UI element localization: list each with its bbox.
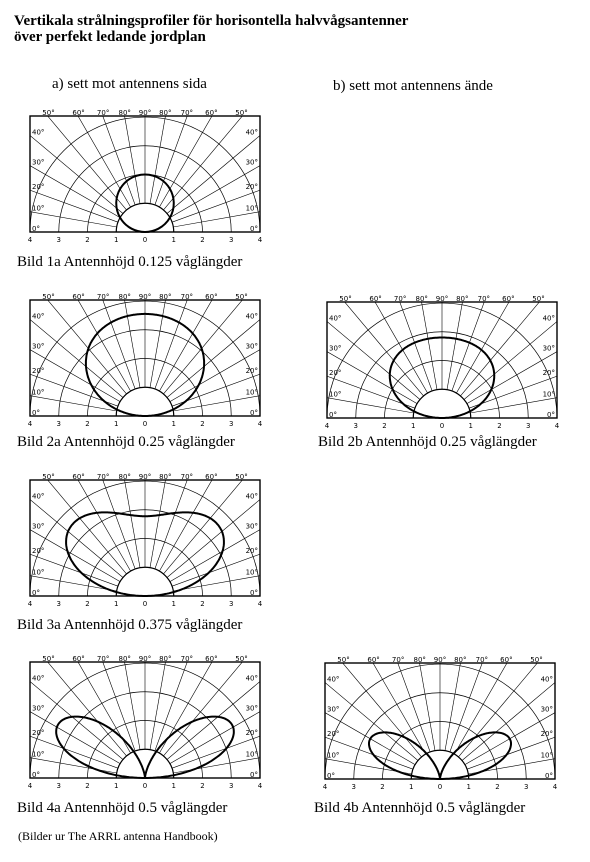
bottom-tick-label: 3 (229, 600, 234, 608)
bottom-tick-label: 1 (466, 783, 471, 791)
left-tick-label: 30° (32, 342, 45, 351)
right-tick-label: 0° (250, 225, 258, 233)
right-tick-label: 10° (245, 568, 258, 577)
top-tick-label: 70° (180, 655, 194, 663)
bottom-tick-label: 2 (200, 600, 205, 608)
top-tick-label: 50° (235, 655, 248, 663)
top-tick-label: 50° (42, 109, 55, 117)
bottom-tick-label: 4 (257, 782, 263, 790)
title-line-1: Vertikala strålningsprofiler för horisontella halvvågsantenner (14, 13, 409, 29)
bottom-tick-label: 3 (56, 236, 61, 244)
right-tick-label: 30° (245, 704, 258, 713)
left-tick-label: 10° (32, 568, 45, 577)
top-tick-label: 80° (118, 293, 131, 301)
clipped-grid (18, 654, 272, 778)
bottom-tick-label: 1 (171, 420, 176, 428)
top-tick-label: 90° (435, 295, 449, 303)
right-tick-label: 30° (245, 342, 258, 351)
grid-radial (445, 655, 500, 751)
top-tick-label: 70° (96, 473, 110, 481)
top-tick-label: 60° (72, 293, 85, 301)
top-tick-label: 80° (118, 655, 131, 663)
bottom-tick-label: 1 (409, 783, 414, 791)
grid-radial (85, 654, 140, 750)
right-tick-label: 0° (250, 589, 258, 597)
top-tick-label: 70° (391, 656, 405, 664)
top-tick-label: 50° (42, 473, 55, 481)
left-tick-label: 0° (329, 411, 337, 419)
right-tick-label: 40° (245, 492, 258, 501)
left-tick-label: 40° (32, 128, 45, 137)
bottom-tick-label: 1 (114, 782, 119, 790)
diagram-4b (313, 655, 567, 795)
source-note: (Bilder ur The ARRL antenna Handbook) (18, 829, 218, 843)
grid-radial (380, 655, 435, 751)
top-tick-label: 60° (72, 473, 85, 481)
caption-4a: Bild 4a Antennhöjd 0.5 våglängder (17, 800, 228, 816)
bottom-tick-label: 1 (114, 600, 119, 608)
diagram-2b (315, 294, 569, 434)
left-tick-label: 30° (327, 705, 340, 714)
bottom-tick-label: 1 (171, 236, 176, 244)
top-tick-label: 60° (72, 109, 85, 117)
left-tick-label: 20° (329, 369, 342, 378)
top-tick-label: 50° (42, 655, 55, 663)
right-tick-label: 0° (547, 411, 555, 419)
left-tick-label: 10° (329, 390, 342, 399)
bottom-tick-label: 1 (114, 236, 119, 244)
bottom-tick-label: 2 (382, 422, 387, 430)
clipped-grid (18, 108, 272, 232)
top-tick-label: 70° (96, 109, 110, 117)
right-tick-label: 40° (540, 675, 553, 684)
right-tick-label: 30° (245, 522, 258, 531)
grid-radial (150, 472, 205, 568)
top-tick-label: 50° (532, 295, 545, 303)
right-tick-label: 20° (245, 367, 258, 376)
left-tick-label: 0° (32, 225, 40, 233)
top-tick-label: 80° (454, 656, 467, 664)
left-tick-label: 20° (327, 730, 340, 739)
bottom-tick-label: 0 (142, 600, 148, 608)
title-line-2: över perfekt ledande jordplan (14, 29, 206, 45)
top-tick-label: 60° (72, 655, 85, 663)
bottom-tick-label: 4 (27, 782, 33, 790)
bottom-tick-label: 0 (439, 422, 445, 430)
left-tick-label: 30° (32, 704, 45, 713)
left-tick-label: 40° (32, 312, 45, 321)
grid-radial (85, 472, 140, 568)
bottom-tick-label: 3 (56, 782, 61, 790)
top-tick-label: 90° (138, 293, 152, 301)
caption-4b: Bild 4b Antennhöjd 0.5 våglängder (314, 800, 526, 816)
top-tick-label: 60° (205, 293, 218, 301)
left-tick-label: 30° (32, 522, 45, 531)
right-tick-label: 20° (542, 369, 555, 378)
diagram-3a (18, 472, 272, 612)
diagram-2a (18, 292, 272, 432)
right-tick-label: 10° (245, 204, 258, 213)
top-tick-label: 90° (138, 109, 152, 117)
bottom-tick-label: 2 (85, 236, 90, 244)
grid-radial (85, 108, 140, 204)
right-tick-label: 30° (540, 705, 553, 714)
left-tick-label: 0° (32, 409, 40, 417)
top-tick-label: 50° (337, 656, 350, 664)
right-tick-label: 0° (250, 409, 258, 417)
bottom-tick-label: 2 (380, 783, 385, 791)
bottom-tick-label: 4 (27, 600, 33, 608)
clipped-grid (315, 294, 569, 418)
top-tick-label: 70° (180, 109, 194, 117)
left-tick-label: 10° (32, 388, 45, 397)
top-tick-label: 60° (369, 295, 382, 303)
clipped-grid (18, 292, 272, 416)
bottom-tick-label: 3 (351, 783, 356, 791)
top-tick-label: 80° (456, 295, 469, 303)
diagram-4a (18, 654, 272, 794)
bottom-tick-label: 2 (497, 422, 502, 430)
top-tick-label: 50° (339, 295, 352, 303)
bottom-tick-label: 0 (142, 420, 148, 428)
caption-2a: Bild 2a Antennhöjd 0.25 våglängder (17, 434, 235, 450)
bottom-tick-label: 2 (495, 783, 500, 791)
right-tick-label: 40° (245, 674, 258, 683)
left-tick-label: 20° (32, 729, 45, 738)
caption-1a: Bild 1a Antennhöjd 0.125 våglängder (17, 254, 243, 270)
bottom-tick-label: 4 (324, 422, 330, 430)
left-tick-label: 40° (32, 674, 45, 683)
top-tick-label: 60° (205, 109, 218, 117)
top-tick-label: 50° (42, 293, 55, 301)
left-tick-label: 40° (327, 675, 340, 684)
right-tick-label: 20° (245, 729, 258, 738)
clipped-grid (313, 655, 567, 779)
bottom-tick-label: 2 (200, 420, 205, 428)
top-tick-label: 50° (235, 473, 248, 481)
bottom-tick-label: 3 (229, 782, 234, 790)
bottom-tick-label: 4 (322, 783, 328, 791)
top-tick-label: 80° (159, 293, 172, 301)
right-tick-label: 30° (542, 344, 555, 353)
top-tick-label: 60° (205, 655, 218, 663)
right-tick-label: 20° (540, 730, 553, 739)
top-tick-label: 80° (159, 473, 172, 481)
left-tick-label: 30° (329, 344, 342, 353)
right-tick-label: 0° (250, 771, 258, 779)
bottom-tick-label: 3 (524, 783, 529, 791)
top-tick-label: 80° (159, 655, 172, 663)
bottom-tick-label: 2 (85, 782, 90, 790)
bottom-tick-label: 2 (200, 782, 205, 790)
bottom-tick-label: 3 (526, 422, 531, 430)
right-tick-label: 20° (245, 547, 258, 556)
right-tick-label: 10° (540, 751, 553, 760)
column-a-heading: a) sett mot antennens sida (52, 76, 207, 92)
top-tick-label: 70° (180, 473, 194, 481)
bottom-tick-label: 1 (468, 422, 473, 430)
left-tick-label: 20° (32, 367, 45, 376)
top-tick-label: 60° (500, 656, 513, 664)
right-tick-label: 30° (245, 158, 258, 167)
top-tick-label: 70° (393, 295, 407, 303)
bottom-tick-label: 1 (171, 782, 176, 790)
top-tick-label: 60° (367, 656, 380, 664)
page-title (14, 13, 408, 45)
bottom-tick-label: 0 (437, 783, 443, 791)
top-tick-label: 60° (502, 295, 515, 303)
bottom-tick-label: 0 (142, 236, 148, 244)
top-tick-label: 90° (138, 655, 152, 663)
top-tick-label: 80° (415, 295, 428, 303)
bottom-tick-label: 2 (200, 236, 205, 244)
bottom-tick-label: 4 (257, 600, 263, 608)
top-tick-label: 50° (530, 656, 543, 664)
top-tick-label: 90° (138, 473, 152, 481)
caption-2b: Bild 2b Antennhöjd 0.25 våglängder (318, 434, 537, 450)
column-b-heading: b) sett mot antennens ände (333, 78, 493, 94)
top-tick-label: 70° (477, 295, 491, 303)
bottom-tick-label: 4 (257, 420, 263, 428)
bottom-tick-label: 2 (85, 600, 90, 608)
top-tick-label: 80° (118, 473, 131, 481)
right-tick-label: 40° (245, 128, 258, 137)
top-tick-label: 50° (235, 109, 248, 117)
grid-radial (150, 654, 205, 750)
top-tick-label: 80° (118, 109, 131, 117)
bottom-tick-label: 4 (554, 422, 560, 430)
right-tick-label: 10° (245, 750, 258, 759)
caption-3a: Bild 3a Antennhöjd 0.375 våglängder (17, 617, 243, 633)
bottom-tick-label: 0 (142, 782, 148, 790)
top-tick-label: 90° (433, 656, 447, 664)
left-tick-label: 0° (327, 772, 335, 780)
left-tick-label: 10° (32, 204, 45, 213)
top-tick-label: 80° (413, 656, 426, 664)
left-tick-label: 10° (327, 751, 340, 760)
bottom-tick-label: 4 (552, 783, 558, 791)
right-tick-label: 0° (545, 772, 553, 780)
left-tick-label: 20° (32, 183, 45, 192)
grid-radial (150, 108, 205, 204)
bottom-tick-label: 3 (229, 420, 234, 428)
left-tick-label: 40° (329, 314, 342, 323)
diagram-1a (18, 108, 272, 248)
right-tick-label: 40° (542, 314, 555, 323)
top-tick-label: 60° (205, 473, 218, 481)
left-tick-label: 0° (32, 589, 40, 597)
right-tick-label: 10° (245, 388, 258, 397)
bottom-tick-label: 3 (229, 236, 234, 244)
left-tick-label: 20° (32, 547, 45, 556)
top-tick-label: 70° (96, 293, 110, 301)
bottom-tick-label: 3 (353, 422, 358, 430)
right-tick-label: 40° (245, 312, 258, 321)
bottom-tick-label: 4 (27, 420, 33, 428)
bottom-tick-label: 3 (56, 420, 61, 428)
right-tick-label: 20° (245, 183, 258, 192)
left-tick-label: 30° (32, 158, 45, 167)
bottom-tick-label: 4 (257, 236, 263, 244)
right-tick-label: 10° (542, 390, 555, 399)
clipped-grid (18, 472, 272, 596)
top-tick-label: 80° (159, 109, 172, 117)
top-tick-label: 70° (96, 655, 110, 663)
top-tick-label: 70° (180, 293, 194, 301)
bottom-tick-label: 4 (27, 236, 33, 244)
left-tick-label: 10° (32, 750, 45, 759)
bottom-tick-label: 3 (56, 600, 61, 608)
bottom-tick-label: 1 (411, 422, 416, 430)
left-tick-label: 40° (32, 492, 45, 501)
bottom-tick-label: 2 (85, 420, 90, 428)
top-tick-label: 50° (235, 293, 248, 301)
top-tick-label: 70° (475, 656, 489, 664)
left-tick-label: 0° (32, 771, 40, 779)
bottom-tick-label: 1 (114, 420, 119, 428)
bottom-tick-label: 1 (171, 600, 176, 608)
